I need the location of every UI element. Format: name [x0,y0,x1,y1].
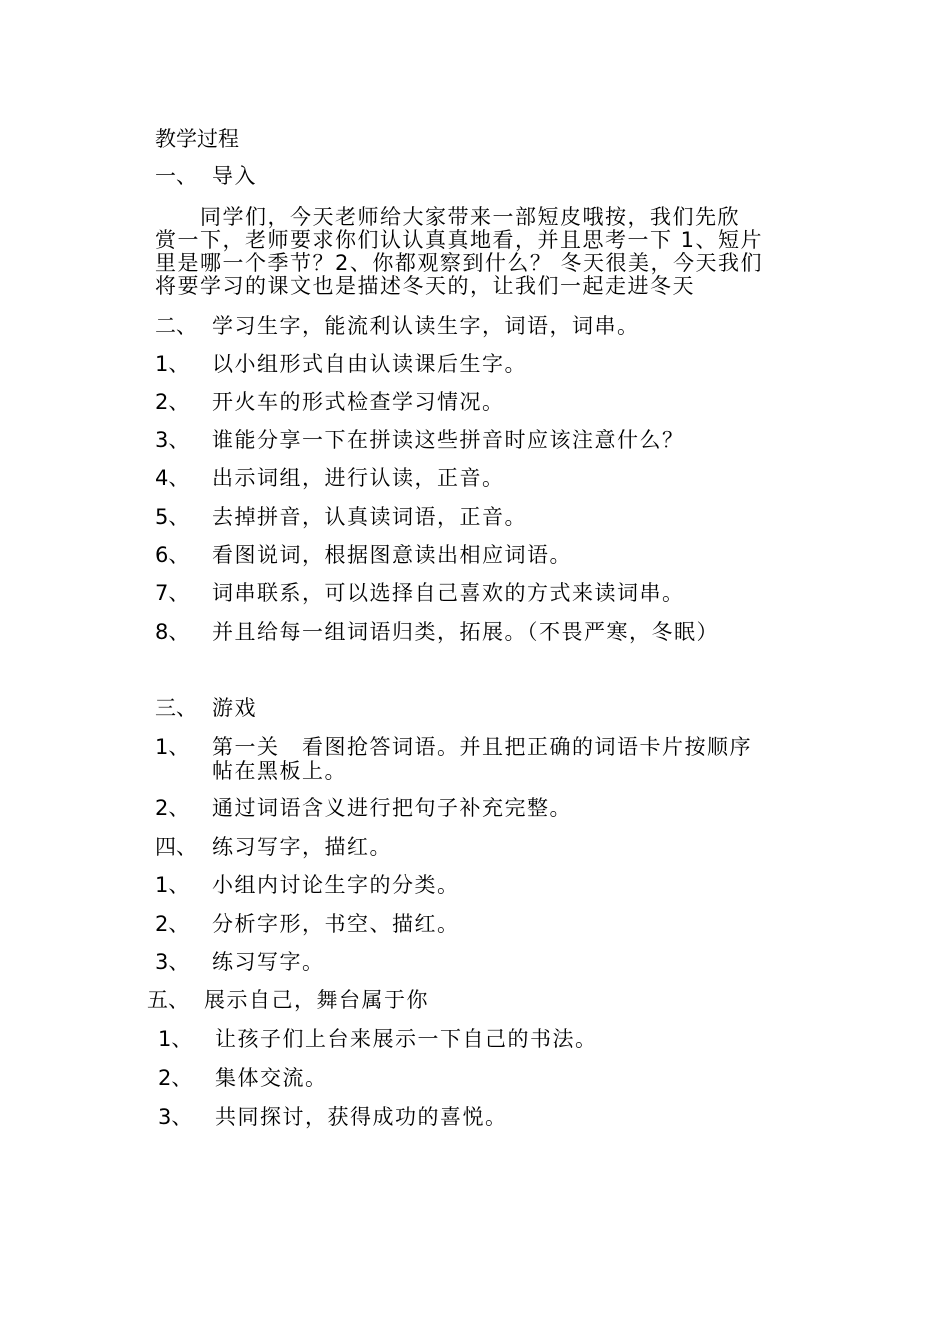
list-item-text: 第一关 看图抢答词语。并且把正确的词语卡片按顺序 [212,735,752,759]
list-item-number: 2、 [155,912,190,936]
section-5-heading: 展示自己，舞台属于你 [204,988,429,1012]
section-3-heading: 游戏 [212,696,257,720]
paragraph-line: 里是哪一个季节？2、你都观察到什么？ 冬天很美，今天我们 [155,251,764,275]
list-item-number: 2、 [155,390,190,414]
section-3-number: 三、 [155,696,197,720]
list-item-text-continued: 帖在黑板上。 [212,759,347,783]
list-item-text: 词串联系，可以选择自己喜欢的方式来读词串。 [212,581,685,605]
list-item-text: 出示词组，进行认读，正音。 [212,466,505,490]
list-item-text: 开火车的形式检查学习情况。 [212,390,505,414]
section-2-heading: 学习生字，能流利认读生字，词语，词串。 [212,314,640,338]
list-item-number: 4、 [155,466,190,490]
list-item-number: 2、 [155,796,190,820]
list-item-text: 集体交流。 [215,1066,328,1090]
list-item-text: 让孩子们上台来展示一下自己的书法。 [215,1027,598,1051]
list-item-number: 8、 [155,620,190,644]
section-5-number: 五、 [147,988,189,1012]
list-item-text: 分析字形，书空、描红。 [212,912,460,936]
paragraph-line: 同学们，今天老师给大家带来一部短皮哦按，我们先欣 [155,205,740,229]
list-item-number: 3、 [155,428,190,452]
list-item-text: 通过词语含义进行把句子补充完整。 [212,796,572,820]
list-item-text: 共同探讨，获得成功的喜悦。 [215,1105,508,1129]
section-1-paragraph [155,206,805,298]
section-4-number: 四、 [155,835,197,859]
section-1-heading: 导入 [212,164,257,188]
list-item-text: 看图说词，根据图意读出相应词语。 [212,543,572,567]
list-item-text: 并且给每一组词语归类，拓展。（不畏严寒，冬眠） [212,620,719,644]
paragraph-line: 赏一下，老师要求你们认认真真地看，并且思考一下 1、短片 [155,228,764,252]
document-title: 教学过程 [155,127,239,151]
section-4-heading: 练习写字，描红。 [212,835,392,859]
section-2-number: 二、 [155,314,197,338]
list-item-text: 谁能分享一下在拼读这些拼音时应该注意什么？ [212,428,685,452]
list-item-text: 去掉拼音，认真读词语，正音。 [212,505,527,529]
list-item-number: 1、 [158,1027,193,1051]
list-item-text: 小组内讨论生字的分类。 [212,873,460,897]
list-item-number: 1、 [155,873,190,897]
list-item-text: 练习写字。 [212,950,325,974]
section-1-number: 一、 [155,164,197,188]
list-item-number: 7、 [155,581,190,605]
list-item-number: 1、 [155,735,190,759]
list-item-number: 6、 [155,543,190,567]
list-item-number: 3、 [158,1105,193,1129]
list-item-number: 3、 [155,950,190,974]
list-item-number: 5、 [155,505,190,529]
paragraph-line: 将要学习的课文也是描述冬天的，让我们一起走进冬天 [155,274,695,298]
list-item-number: 1、 [155,352,190,376]
list-item-number: 2、 [158,1066,193,1090]
list-item-text: 以小组形式自由认读课后生字。 [212,352,527,376]
